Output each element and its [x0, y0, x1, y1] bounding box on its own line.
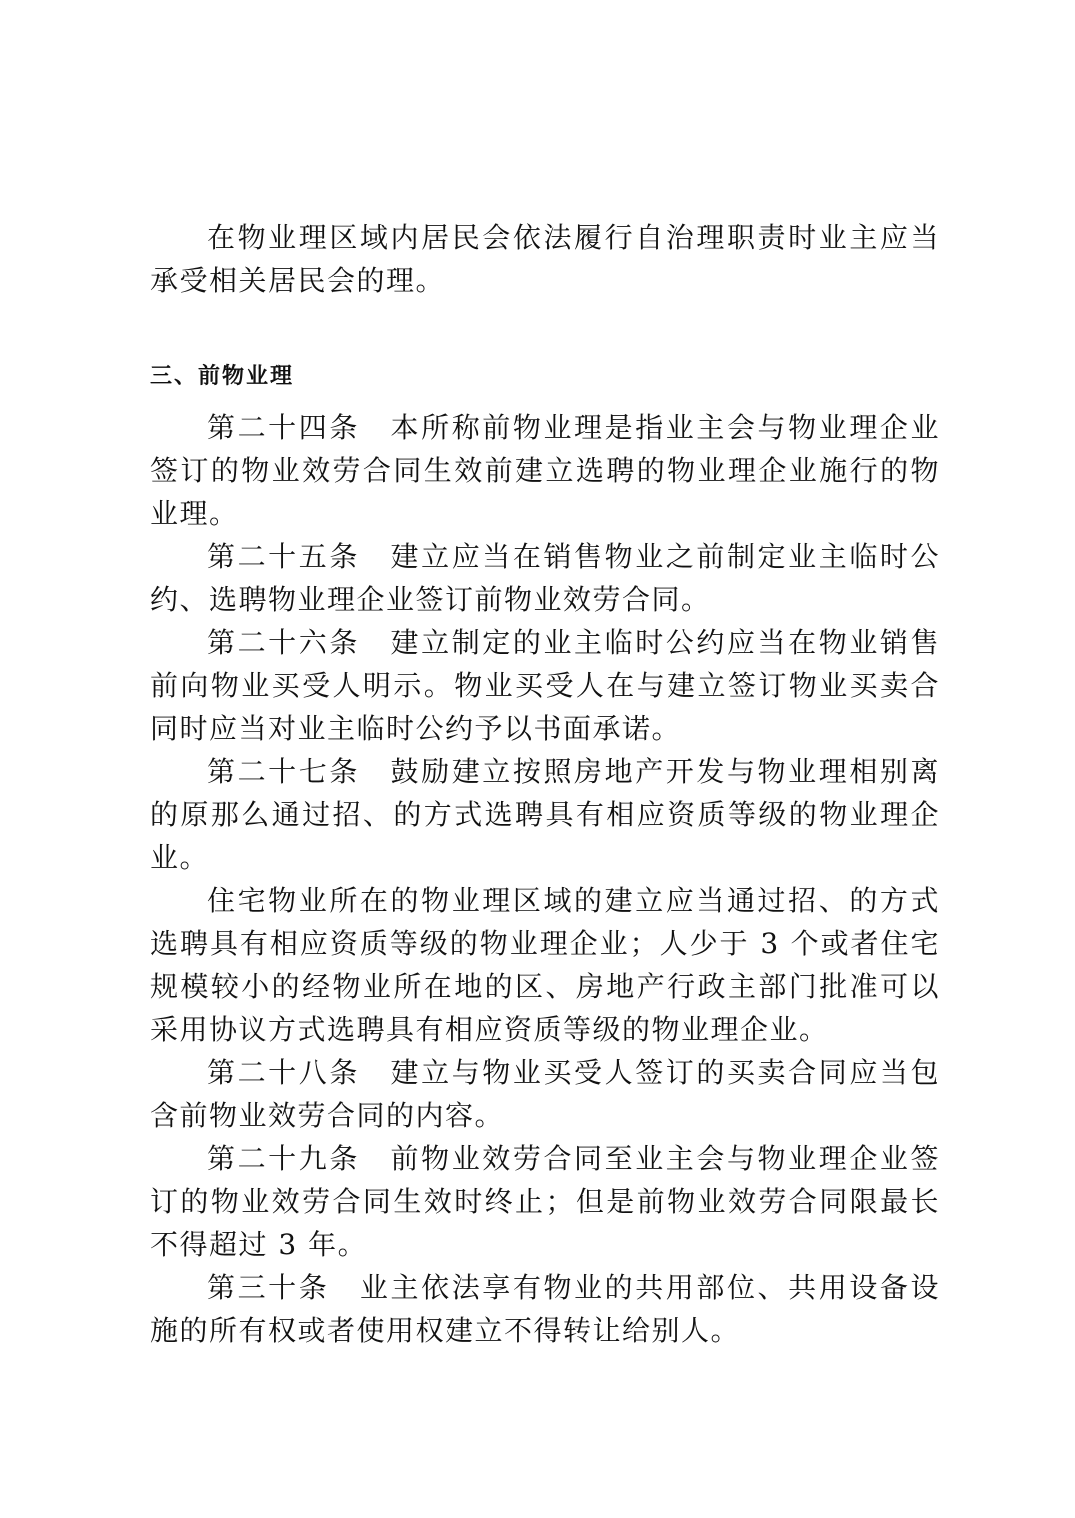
section-heading: 三、前物业理 — [150, 364, 295, 389]
document-page — [150, 216, 940, 1352]
article-29-paragraph: 第二十九条 前物业效劳合同至业主会与物业理企业签订的物业效劳合同生效时终止；但是前物业效劳合同限最长不得超过 3 年。 — [150, 1142, 940, 1261]
article-26-paragraph: 第二十六条 建立制定的业主临时公约应当在物业销售前向物业买受人明示。物业买受人在与建立签订物业买卖合同时应当对业主临时公约予以书面承诺。 — [150, 626, 940, 745]
residential-property-paragraph: 住宅物业所在的物业理区域的建立应当通过招、的方式选聘具有相应资质等级的物业理企业；人少于 3 个或者住宅规模较小的经物业所在地的区、房地产行政主部门批准可以采用协议方式选聘具有相应资质等级的物业理企业。 — [150, 884, 940, 1046]
article-28-paragraph: 第二十八条 建立与物业买受人签订的买卖合同应当包含前物业效劳合同的内容。 — [150, 1056, 940, 1132]
article-25-paragraph: 第二十五条 建立应当在销售物业之前制定业主临时公约、选聘物业理企业签订前物业效劳合同。 — [150, 540, 940, 616]
article-27-paragraph: 第二十七条 鼓励建立按照房地产开发与物业理相别离的原那么通过招、的方式选聘具有相应资质等级的物业理企业。 — [150, 755, 940, 874]
article-24-paragraph: 第二十四条 本所称前物业理是指业主会与物业理企业签订的物业效劳合同生效前建立选聘的物业理企业施行的物业理。 — [150, 411, 940, 530]
article-30-paragraph: 第三十条 业主依法享有物业的共用部位、共用设备设施的所有权或者使用权建立不得转让给别人。 — [150, 1271, 940, 1347]
intro-paragraph: 在物业理区域内居民会依法履行自治理职责时业主应当承受相关居民会的理。 — [150, 221, 940, 297]
